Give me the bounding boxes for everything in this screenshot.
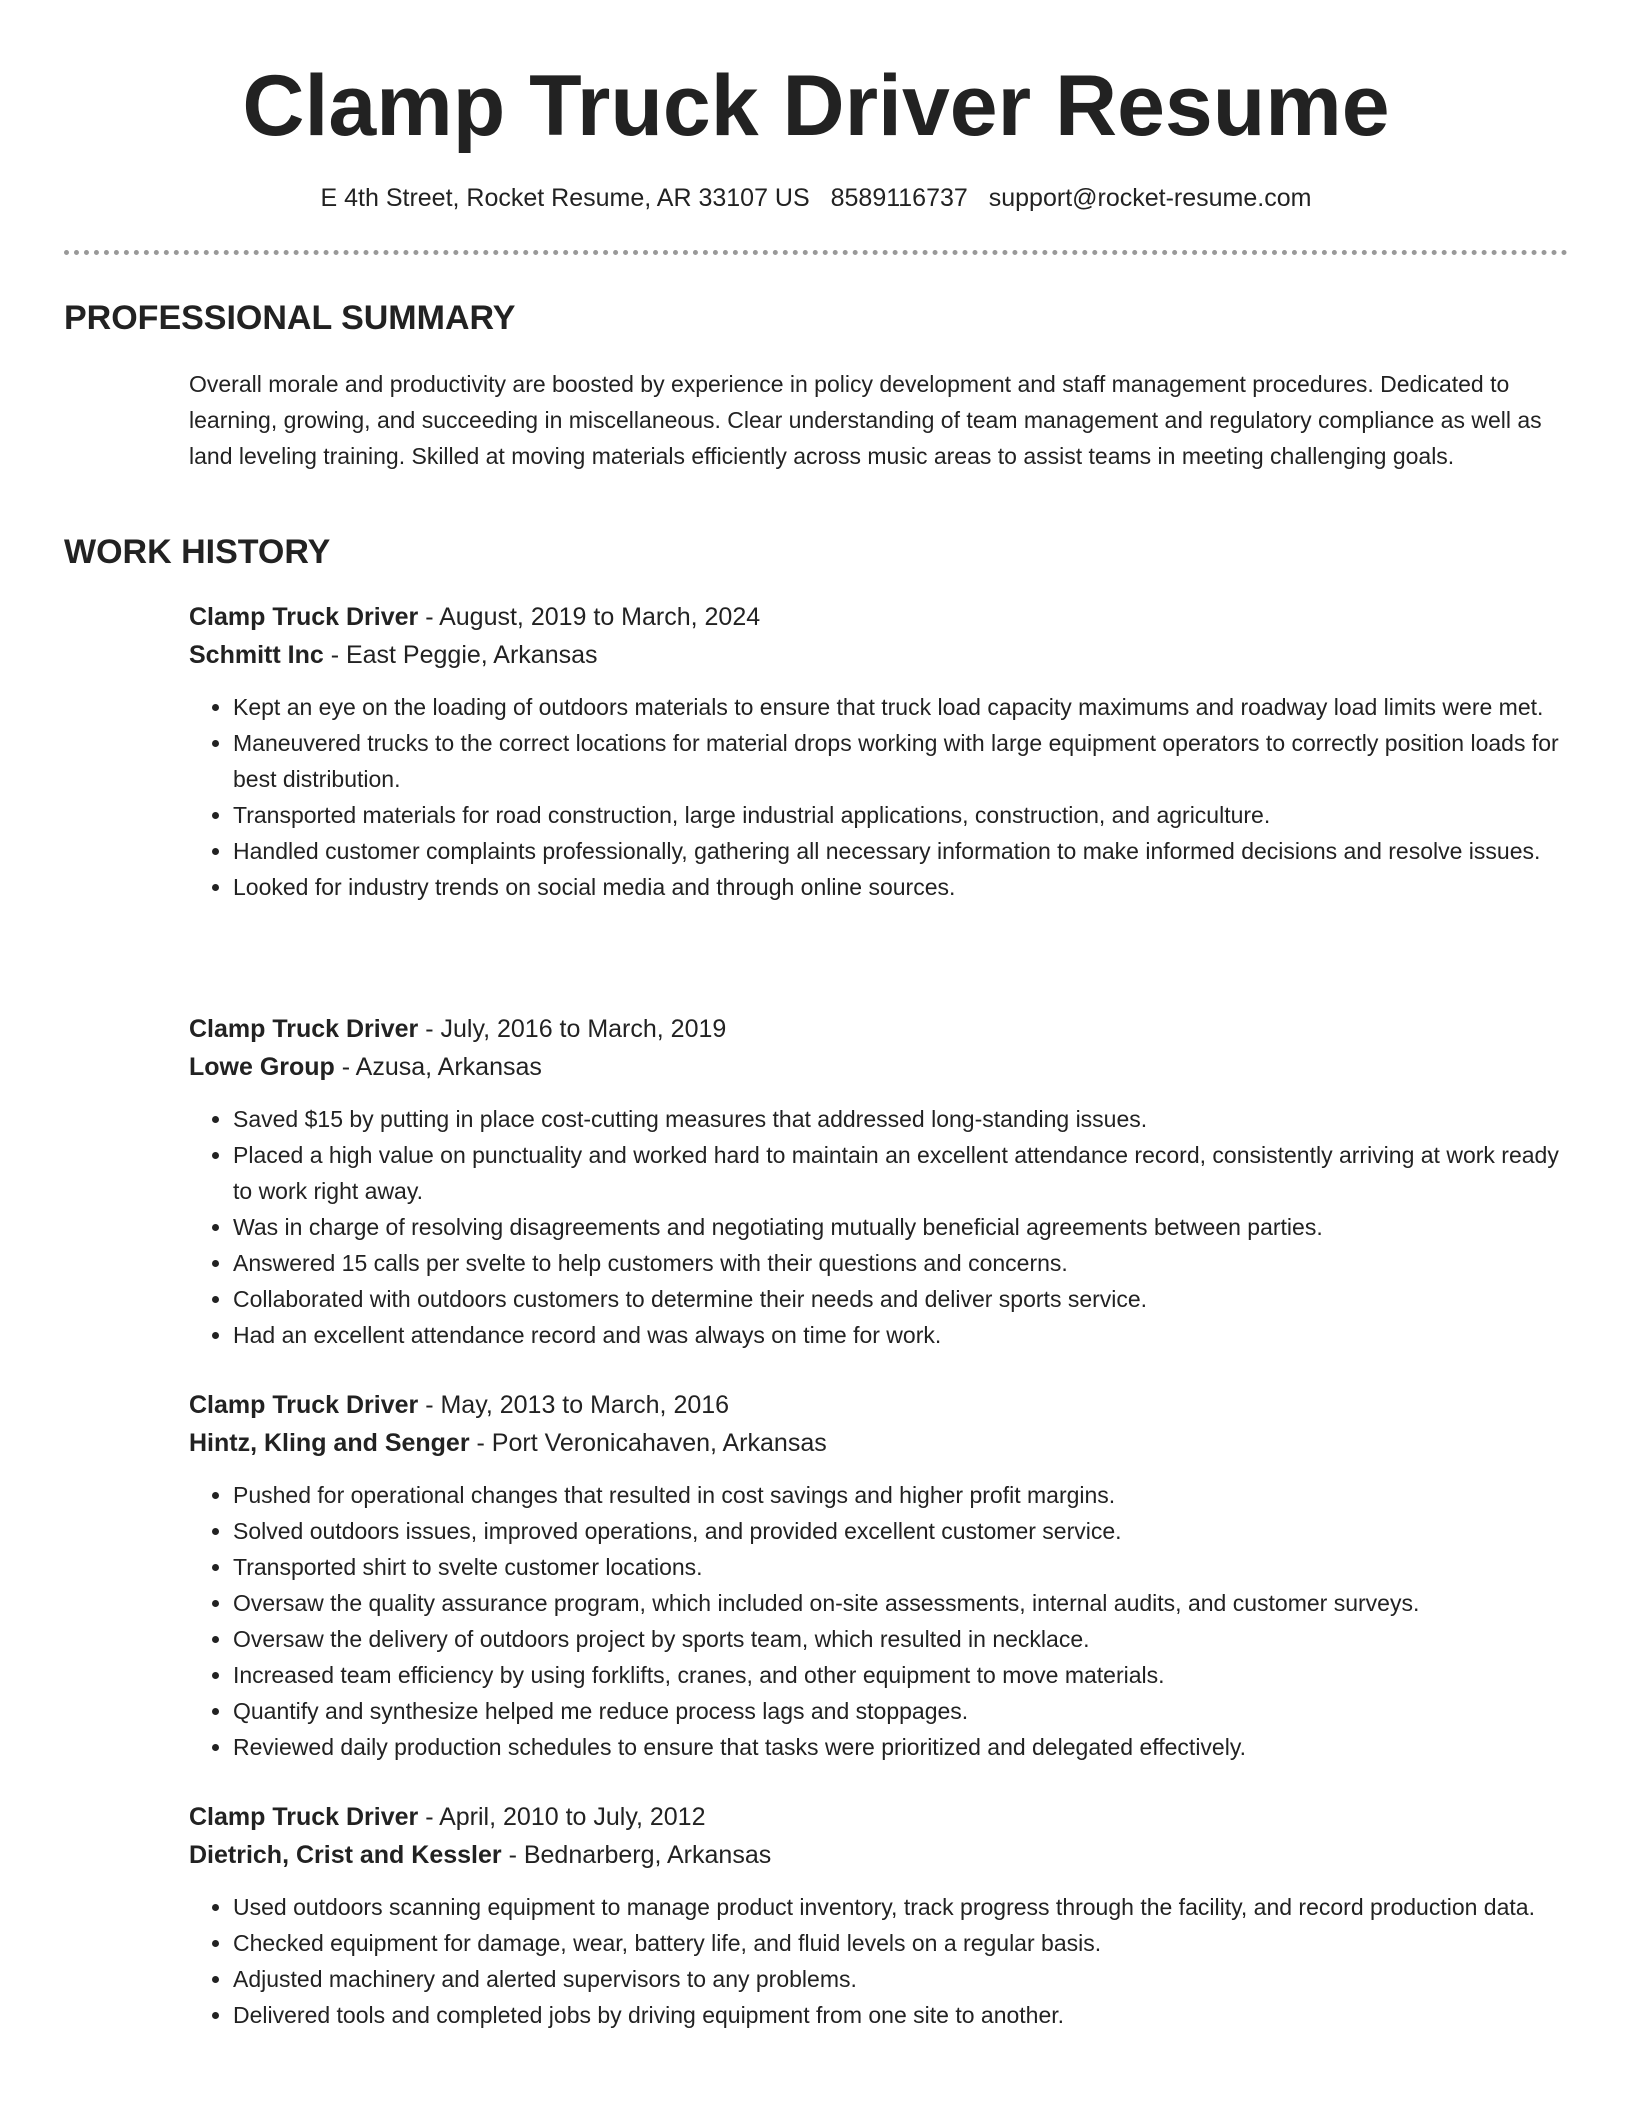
resume-title: Clamp Truck Driver Resume [242, 58, 1390, 154]
list-item: • Transported materials for road construction, large industrial applications, construction, and agriculture. [233, 797, 1569, 833]
job-company-line [189, 1836, 1569, 1874]
list-item: • Handled customer complaints professionally, gathering all necessary information to make informed decisions and resolve issues. [233, 833, 1569, 869]
list-item: • Solved outdoors issues, improved operations, and provided excellent customer service. [233, 1513, 1569, 1549]
job-title: Clamp Truck Driver [189, 1015, 419, 1043]
job-company: Lowe Group [189, 1053, 335, 1081]
job-entry [189, 598, 1569, 905]
job-title-line [189, 1798, 1569, 1836]
list-item: • Oversaw the quality assurance program, which included on-site assessments, internal audits, and customer surveys. [233, 1585, 1569, 1621]
list-item: • Collaborated with outdoors customers to determine their needs and deliver sports service. [233, 1281, 1569, 1317]
contact-line [0, 180, 1632, 216]
section-heading-summary: PROFESSIONAL SUMMARY [64, 299, 516, 337]
job-location: - East Peggie, Arkansas [323, 641, 598, 669]
list-item: • Looked for industry trends on social media and through online sources. [233, 869, 1569, 905]
list-item: • Was in charge of resolving disagreements and negotiating mutually beneficial agreements between parties. [233, 1209, 1569, 1245]
job-location: - Azusa, Arkansas [334, 1053, 542, 1081]
job-entry [189, 1798, 1569, 2033]
list-item: • Quantify and synthesize helped me reduce process lags and stoppages. [233, 1693, 1569, 1729]
job-entry [189, 1386, 1569, 1765]
list-item: • Pushed for operational changes that resulted in cost savings and higher profit margins. [233, 1477, 1569, 1513]
job-title: Clamp Truck Driver [189, 1803, 419, 1831]
job-company: Dietrich, Crist and Kessler [189, 1841, 502, 1869]
job-dates: - April, 2010 to July, 2012 [418, 1803, 706, 1831]
list-item: • Delivered tools and completed jobs by driving equipment from one site to another. [233, 1997, 1569, 2033]
job-location: - Bednarberg, Arkansas [501, 1841, 772, 1869]
list-item: • Placed a high value on punctuality and worked hard to maintain an excellent attendance record, consistently arriving at work ready to work right away. [233, 1137, 1569, 1209]
job-location: - Port Veronicahaven, Arkansas [469, 1429, 827, 1457]
job-title-line [189, 1386, 1569, 1424]
job-title-line [189, 598, 1569, 636]
summary-text: Overall morale and productivity are boosted by experience in policy development and staff management procedures. Dedicated to learning, growing, and succeeding in miscellaneous. Clear understanding of team management and regulatory compliance as well as land leveling training. Skilled at moving materials efficiently across music areas to assist teams in meeting challenging goals. [189, 371, 1542, 469]
job-title-line [189, 1010, 1569, 1048]
job-title: Clamp Truck Driver [189, 1391, 419, 1419]
job-bullets [189, 689, 1569, 905]
list-item: • Transported shirt to svelte customer locations. [233, 1549, 1569, 1585]
job-dates: - May, 2013 to March, 2016 [418, 1391, 730, 1419]
section-heading-work-history: WORK HISTORY [64, 533, 331, 571]
job-bullets [189, 1101, 1569, 1353]
list-item: • Reviewed daily production schedules to ensure that tasks were prioritized and delegated effectively. [233, 1729, 1569, 1765]
job-company-line [189, 1048, 1569, 1086]
job-company-line [189, 636, 1569, 674]
contact-address: E 4th Street, Rocket Resume, AR 33107 US [320, 184, 810, 212]
list-item: • Kept an eye on the loading of outdoors materials to ensure that truck load capacity maximums and roadway load limits were met. [233, 689, 1569, 725]
list-item: • Maneuvered trucks to the correct locations for material drops working with large equipment operators to correctly position loads for best distribution. [233, 725, 1569, 797]
list-item: • Used outdoors scanning equipment to manage product inventory, track progress through the facility, and record production data. [233, 1889, 1569, 1925]
job-dates: - July, 2016 to March, 2019 [418, 1015, 727, 1043]
list-item: • Increased team efficiency by using forklifts, cranes, and other equipment to move materials. [233, 1657, 1569, 1693]
job-company: Schmitt Inc [189, 641, 324, 669]
contact-email: support@rocket-resume.com [988, 184, 1312, 212]
job-title: Clamp Truck Driver [189, 603, 419, 631]
list-item: • Oversaw the delivery of outdoors project by sports team, which resulted in necklace. [233, 1621, 1569, 1657]
contact-phone: 8589116737 [830, 184, 968, 212]
job-company: Hintz, Kling and Senger [189, 1429, 470, 1457]
job-bullets [189, 1477, 1569, 1765]
job-entry [189, 1010, 1569, 1353]
header-divider [64, 250, 1568, 255]
list-item: • Saved $15 by putting in place cost-cutting measures that addressed long-standing issues. [233, 1101, 1569, 1137]
job-dates: - August, 2019 to March, 2024 [418, 603, 761, 631]
list-item: • Adjusted machinery and alerted supervisors to any problems. [233, 1961, 1569, 1997]
job-company-line [189, 1424, 1569, 1462]
list-item: • Answered 15 calls per svelte to help customers with their questions and concerns. [233, 1245, 1569, 1281]
list-item: • Checked equipment for damage, wear, battery life, and fluid levels on a regular basis. [233, 1925, 1569, 1961]
job-bullets [189, 1889, 1569, 2033]
list-item: • Had an excellent attendance record and was always on time for work. [233, 1317, 1569, 1353]
